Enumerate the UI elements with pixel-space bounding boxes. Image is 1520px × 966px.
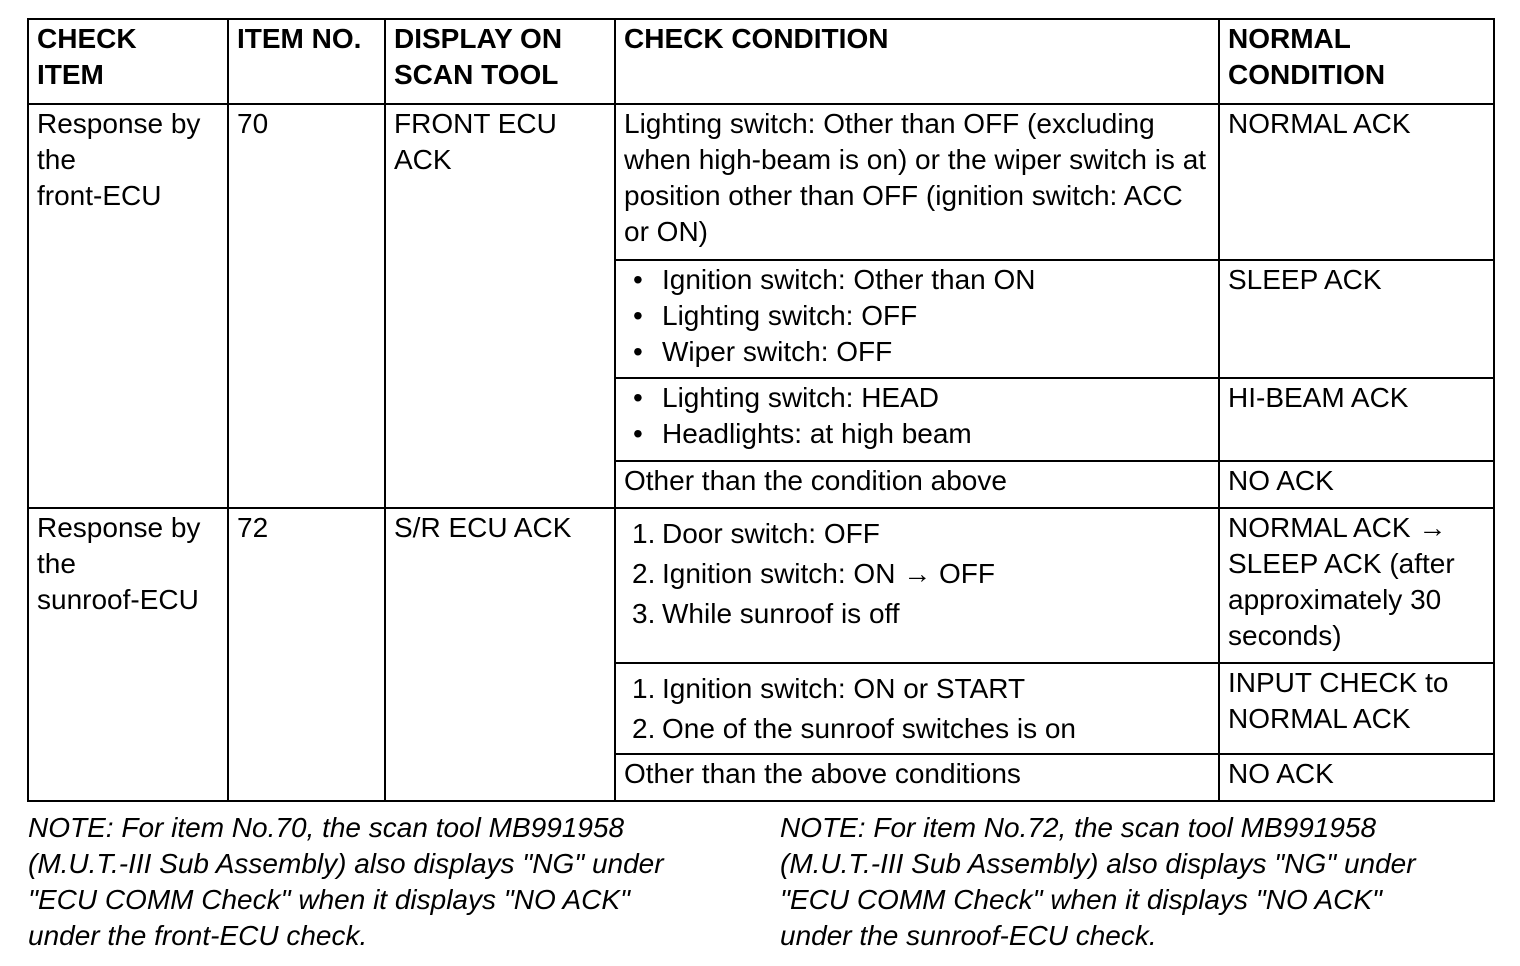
item-no-72: 72 (228, 508, 385, 801)
note-item-70: NOTE: For item No.70, the scan tool MB991958 (M.U.T.-III Sub Assembly) also displays "NG" under "ECU COMM Check" when it displays "NO ACK" under the front-ECU check. (28, 812, 664, 951)
condition-step-list (624, 665, 1210, 749)
header-check-condition: CHECK CONDITION (615, 19, 1219, 104)
check-table (27, 18, 1495, 802)
normal-condition-cell: HI-BEAM ACK (1219, 378, 1494, 461)
list-item: 2. One of the sunroof switches is on (632, 713, 1076, 744)
condition-cell (615, 663, 1219, 754)
list-item: • Lighting switch: HEAD (633, 382, 940, 413)
item-no-70: 70 (228, 104, 385, 508)
header-check-item: CHECK ITEM (28, 19, 228, 104)
table-row (28, 508, 1494, 663)
list-item: • Lighting switch: OFF (633, 300, 918, 331)
note-item-72: NOTE: For item No.72, the scan tool MB991958 (M.U.T.-III Sub Assembly) also displays "NG" under "ECU COMM Check" when it displays "NO ACK" under the sunroof-ECU check. (780, 812, 1416, 951)
condition-cell (615, 508, 1219, 663)
header-item-no: ITEM NO. (228, 19, 385, 104)
normal-condition-cell: NO ACK (1219, 754, 1494, 801)
condition-bullet-list (624, 380, 1210, 452)
normal-condition-cell: NO ACK (1219, 461, 1494, 508)
header-display-on-scan-tool: DISPLAY ON SCAN TOOL (385, 19, 615, 104)
list-item: 1. Ignition switch: ON or START (632, 673, 1026, 704)
list-item: • Wiper switch: OFF (633, 336, 893, 367)
list-item: • Ignition switch: Other than ON (633, 264, 1036, 295)
condition-cell (615, 260, 1219, 378)
display-front-ecu-ack: FRONT ECU ACK (385, 104, 615, 508)
list-item: • Headlights: at high beam (633, 418, 972, 449)
condition-cell: Other than the above conditions (615, 754, 1219, 801)
header-normal-condition: NORMAL CONDITION (1219, 19, 1494, 104)
display-sr-ecu-ack: S/R ECU ACK (385, 508, 615, 801)
condition-bullet-list (624, 262, 1210, 370)
list-item: 1. Door switch: OFF (632, 518, 880, 549)
table-row (28, 104, 1494, 260)
normal-condition-cell: NORMAL ACK → SLEEP ACK (after approximately 30 seconds) (1219, 508, 1494, 663)
condition-cell: Lighting switch: Other than OFF (excluding when high-beam is on) or the wiper switch is at position other than OFF (ignition switch: ACC or ON) (615, 104, 1219, 260)
list-item: 2. Ignition switch: ON → OFF (632, 558, 995, 589)
list-item: 3. While sunroof is off (632, 598, 900, 629)
header-row (28, 19, 1494, 104)
condition-cell: Other than the condition above (615, 461, 1219, 508)
check-item-sunroof-ecu: Response by the sunroof-ECU (28, 508, 228, 801)
check-item-front-ecu: Response by the front-ECU (28, 104, 228, 508)
condition-cell (615, 378, 1219, 461)
normal-condition-cell: INPUT CHECK to NORMAL ACK (1219, 663, 1494, 754)
condition-step-list (624, 510, 1210, 634)
normal-condition-cell: SLEEP ACK (1219, 260, 1494, 378)
normal-condition-cell: NORMAL ACK (1219, 104, 1494, 260)
